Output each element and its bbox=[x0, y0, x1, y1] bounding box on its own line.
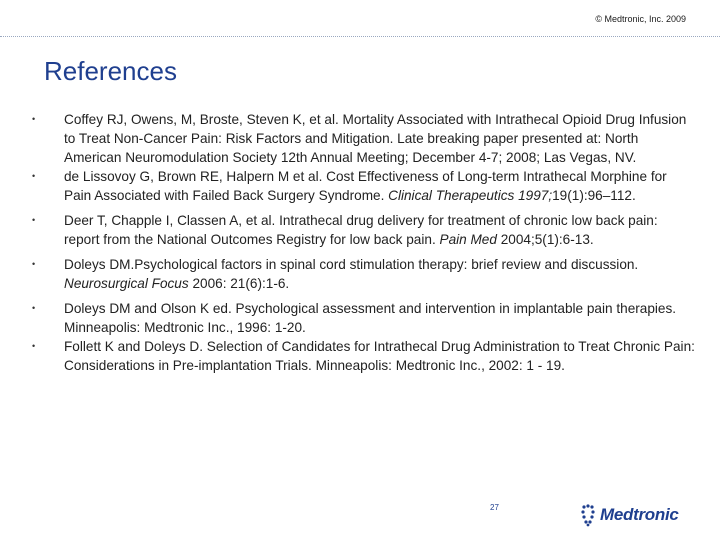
reference-text: de Lissovoy G, Brown RE, Halpern M et al. Cost Effectiveness of Long-term Intrathecal Morphine for Pain Associated with Failed Back Surgery Syndrome. Clinical Therapeutics 1997;19(1):96–112. bbox=[64, 169, 667, 203]
reference-text: Doleys DM and Olson K ed. Psychological assessment and intervention in implantable pain therapies. Minneapolis: Medtronic Inc., 1996: 1-20. bbox=[64, 301, 677, 335]
reference-item bbox=[26, 255, 696, 293]
bullet-icon: • bbox=[32, 341, 36, 351]
slide-title: References bbox=[44, 56, 177, 86]
reference-item bbox=[26, 167, 696, 205]
reference-text: Follett K and Doleys D. Selection of Candidates for Intrathecal Drug Administration to Treat Chronic Pain: Considerations in Pre-implantation Trials. Minneapolis: Medtronic Inc., 2002: 1 - 19. bbox=[64, 339, 695, 373]
reference-item bbox=[26, 211, 696, 249]
bullet-icon: • bbox=[32, 259, 36, 269]
reference-item bbox=[26, 110, 696, 167]
logo-wordmark: Medtronic bbox=[600, 505, 679, 524]
bullet-icon: • bbox=[32, 215, 36, 225]
copyright-notice: © Medtronic, Inc. 2009 bbox=[595, 14, 686, 24]
medtronic-mark-icon bbox=[580, 503, 596, 527]
medtronic-logo bbox=[580, 503, 679, 527]
reference-text: Doleys DM.Psychological factors in spinal cord stimulation therapy: brief review and discussion. Neurosurgical Focus 2006: 21(6):1-6. bbox=[64, 257, 639, 291]
reference-list bbox=[26, 110, 696, 375]
reference-text: Deer T, Chapple I, Classen A, et al. Intrathecal drug delivery for treatment of chronic low back pain: report from the National Outcomes Registry for low back pain. Pain Med 2004;5(1):6-13. bbox=[64, 213, 658, 247]
reference-text: Coffey RJ, Owens, M, Broste, Steven K, et al. Mortality Associated with Intrathecal Opioid Drug Infusion to Treat Non-Cancer Pain: Risk Factors and Mitigation. Late breaking paper presented at: North American Neuromodulation Society 12th Annual Meeting; December 4-7; 2008; Las Vegas, NV. bbox=[64, 112, 687, 165]
reference-item bbox=[26, 337, 696, 375]
bullet-icon: • bbox=[32, 114, 36, 124]
header-divider bbox=[0, 36, 720, 37]
reference-item bbox=[26, 299, 696, 337]
bullet-icon: • bbox=[32, 303, 36, 313]
bullet-icon: • bbox=[32, 171, 36, 181]
page-number: 27 bbox=[490, 503, 499, 512]
